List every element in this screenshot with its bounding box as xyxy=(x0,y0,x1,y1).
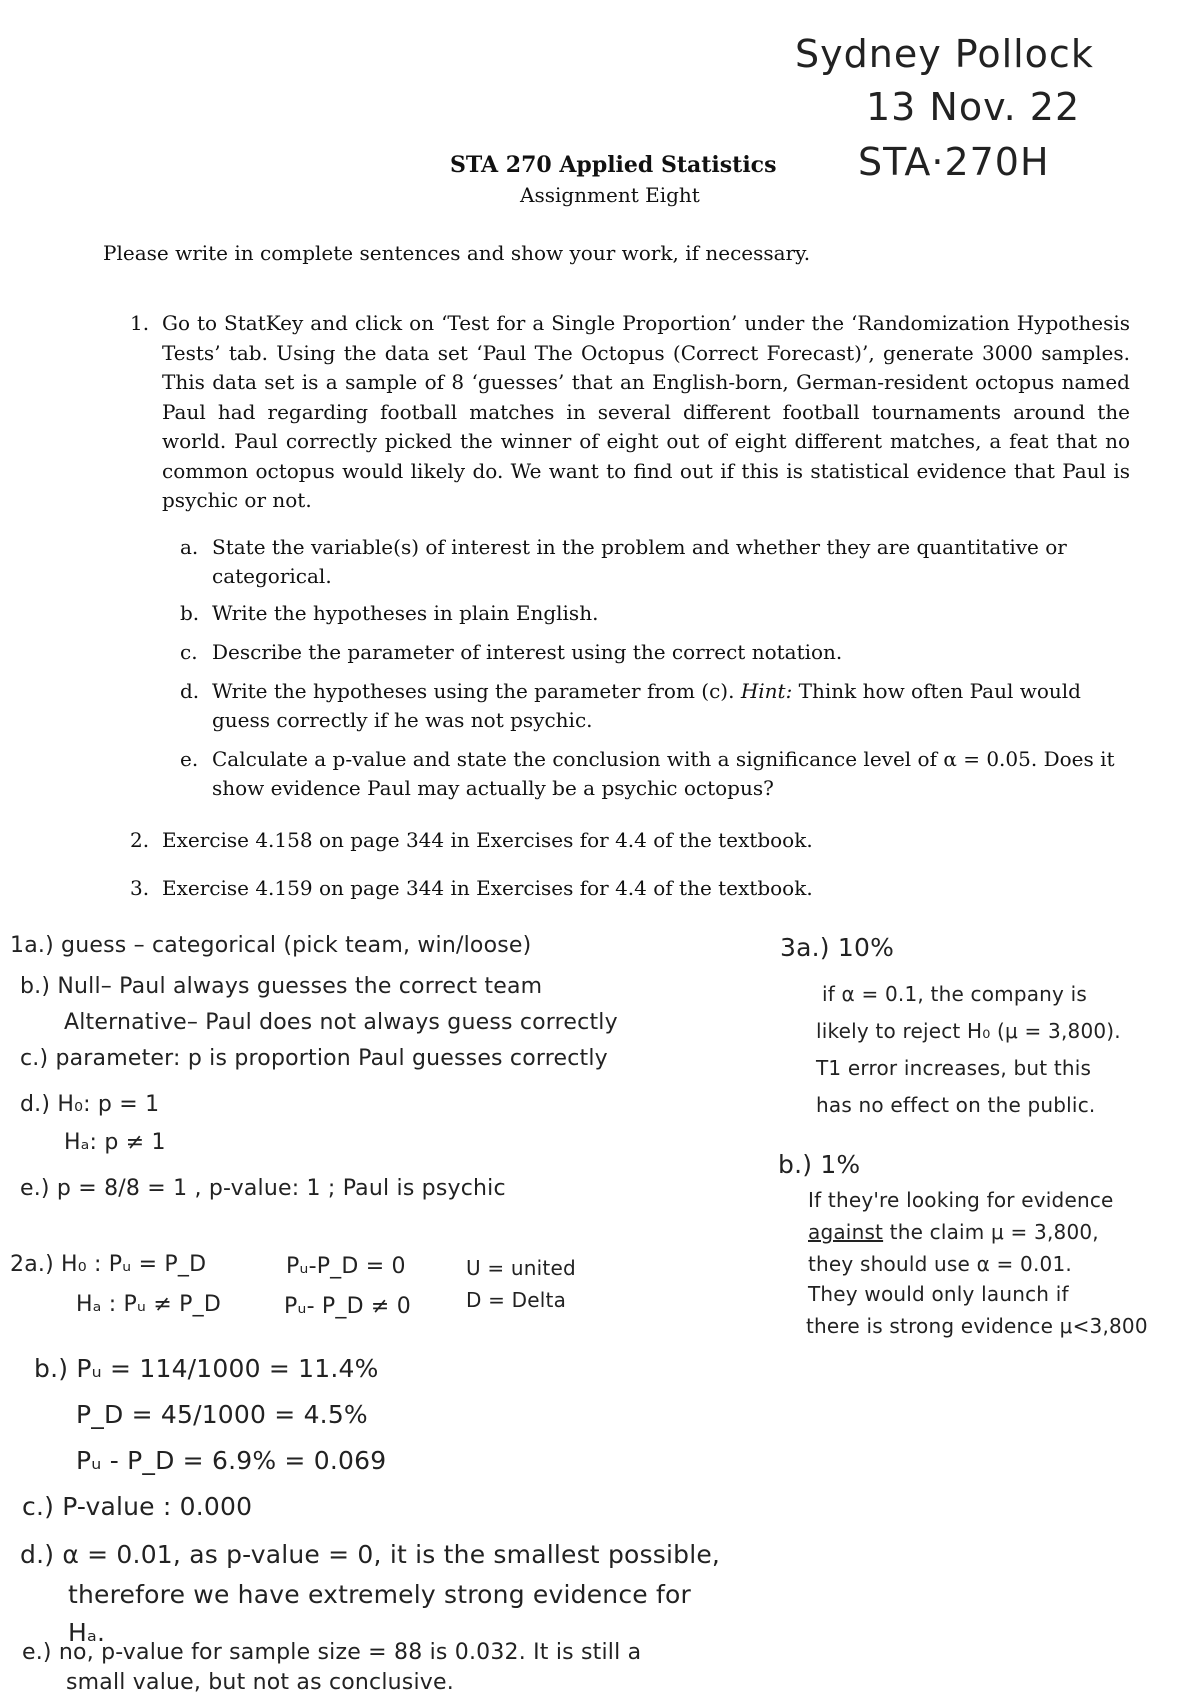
question-1-part-e xyxy=(180,745,1130,803)
question-text: Go to StatKey and click on ‘Test for a Single Proportion’ under the ‘Randomization Hypothesis Tests’ tab. Using the data set ‘Paul The Octopus (Correct Forecast)’, generate 3000 samples. This data set is a sample of 8 ‘guesses’ that an English-born, German-resident octopus named Paul had regarding football matches in several different football tournaments around the world. Paul correctly picked the winner of eight out of eight different matches, a feat that no common octopus would likely do. We want to find out if this is statistical evidence that Paul is psychic or not. xyxy=(162,311,1130,512)
part-text: State the variable(s) of interest in the problem and whether they are quantitative or categorical. xyxy=(212,535,1067,588)
part-text: Describe the parameter of interest using the correct notation. xyxy=(212,640,843,664)
question-1-part-d xyxy=(180,677,1130,735)
question-text: Exercise 4.159 on page 344 in Exercises for 4.4 of the textbook. xyxy=(162,876,813,900)
underlined-against: against xyxy=(808,1220,884,1244)
question-number: 1. xyxy=(130,311,150,335)
answer-3a-line4: has no effect on the public. xyxy=(816,1093,1096,1117)
answer-1c: c.) parameter: p is proportion Paul guesses correctly xyxy=(20,1046,608,1071)
answer-3a-line1: if α = 0.1, the company is xyxy=(822,982,1088,1006)
answer-2e-line2: small value, but not as conclusive. xyxy=(66,1670,454,1695)
answer-3a: 3a.) 10% xyxy=(780,933,895,962)
part-letter: a. xyxy=(180,535,199,559)
part-text: Write the hypotheses using the parameter from (c). Hint: Think how often Paul would guess correctly if he was not psychic. xyxy=(212,679,1081,732)
answer-3b-line2: against the claim μ = 3,800, xyxy=(808,1220,1099,1244)
answer-1a: 1a.) guess – categorical (pick team, win/loose) xyxy=(10,933,532,958)
question-number: 2. xyxy=(130,828,150,852)
answer-3b-line1: If they're looking for evidence xyxy=(808,1188,1114,1212)
answer-1e: e.) p = 8/8 = 1 , p-value: 1 ; Paul is psychic xyxy=(20,1176,506,1201)
answer-1d-null: d.) H₀: p = 1 xyxy=(20,1092,160,1117)
answer-2b-pu: b.) Pᵤ = 114/1000 = 11.4% xyxy=(34,1354,379,1383)
question-1-part-b xyxy=(180,599,1130,628)
question-1-part-a xyxy=(180,533,1130,591)
assignment-subtitle: Assignment Eight xyxy=(520,183,700,207)
question-1 xyxy=(130,309,1130,516)
student-name: Sydney Pollock xyxy=(795,32,1094,76)
part-letter: e. xyxy=(180,747,199,771)
answer-1d-alternative: Hₐ: p ≠ 1 xyxy=(64,1130,166,1155)
answer-3b-line3: they should use α = 0.01. xyxy=(808,1252,1072,1276)
answer-2a-u-def: U = united xyxy=(466,1256,576,1280)
handwritten-date: 13 Nov. 22 xyxy=(866,85,1081,129)
instructions: Please write in complete sentences and show your work, if necessary. xyxy=(103,241,811,265)
part-letter: b. xyxy=(180,601,200,625)
answer-2d-line2: therefore we have extremely strong evidence for xyxy=(68,1580,691,1609)
part-letter: d. xyxy=(180,679,200,703)
answer-2a-alternative-diff: Pᵤ- P_D ≠ 0 xyxy=(284,1294,411,1319)
answer-3a-line2: likely to reject H₀ (μ = 3,800). xyxy=(816,1019,1121,1043)
handwritten-course-code: STA·270H xyxy=(858,140,1050,184)
answer-2b-diff: Pᵤ - P_D = 6.9% = 0.069 xyxy=(76,1446,387,1475)
answer-1b-alternative: Alternative– Paul does not always guess correctly xyxy=(64,1010,618,1035)
answer-3b-line4: They would only launch if xyxy=(808,1282,1069,1306)
answer-2b-pd: P_D = 45/1000 = 4.5% xyxy=(76,1400,368,1429)
part-text: Calculate a p-value and state the conclusion with a significance level of α = 0.05. Does it show evidence Paul may actually be a psychic octopus? xyxy=(212,747,1115,800)
course-title: STA 270 Applied Statistics xyxy=(450,152,777,178)
question-3 xyxy=(130,876,813,900)
answer-2a-null-diff: Pᵤ-P_D = 0 xyxy=(286,1254,406,1279)
hint-label: Hint: xyxy=(740,679,793,703)
answer-2a-alternative: Hₐ : Pᵤ ≠ P_D xyxy=(76,1292,221,1317)
answer-1b-null: b.) Null– Paul always guesses the correct team xyxy=(20,974,543,999)
answer-2d-line1: d.) α = 0.01, as p-value = 0, it is the smallest possible, xyxy=(20,1540,721,1569)
answer-2d-line3: Hₐ. xyxy=(68,1618,106,1647)
part-text: Write the hypotheses in plain English. xyxy=(212,601,599,625)
question-2 xyxy=(130,828,813,852)
answer-2c: c.) P-value : 0.000 xyxy=(22,1492,253,1521)
answer-3b-line5: there is strong evidence μ<3,800 xyxy=(806,1314,1148,1338)
question-1-part-c xyxy=(180,638,1130,667)
answer-3b: b.) 1% xyxy=(778,1150,861,1179)
question-number: 3. xyxy=(130,876,150,900)
part-letter: c. xyxy=(180,640,198,664)
answer-2e-line1: e.) no, p-value for sample size = 88 is 0.032. It is still a xyxy=(22,1640,642,1665)
answer-2a-d-def: D = Delta xyxy=(466,1288,567,1312)
answer-3a-line3: T1 error increases, but this xyxy=(816,1056,1092,1080)
answer-2a-null: 2a.) H₀ : Pᵤ = P_D xyxy=(10,1252,207,1277)
question-text: Exercise 4.158 on page 344 in Exercises for 4.4 of the textbook. xyxy=(162,828,813,852)
